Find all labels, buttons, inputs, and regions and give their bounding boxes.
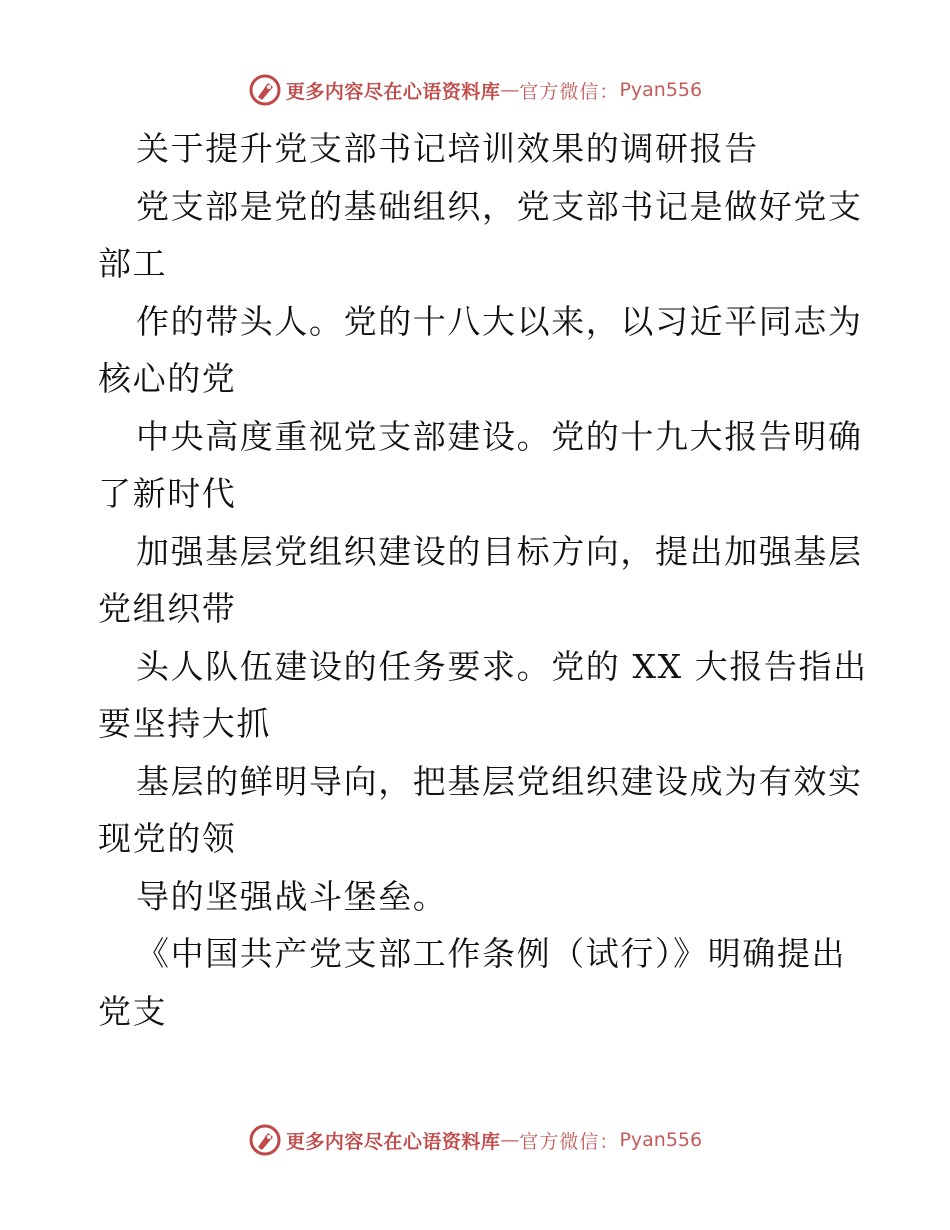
text-line: 作的带头人。党的十八大以来，以习近平同志为 — [136, 301, 863, 341]
text-line: 基层的鲜明导向，把基层党组织建设成为有效实 — [136, 761, 863, 801]
text-line: 党支部是党的基础组织，党支部书记是做好党支 — [136, 186, 863, 226]
text-line: 加强基层党组织建设的目标方向，提出加强基层 — [136, 531, 863, 571]
watermark-official-label: 官方微信： — [519, 80, 620, 103]
document-title: 关于提升党支部书记培训效果的调研报告 — [136, 129, 759, 168]
text-line: 核心的党 — [98, 359, 237, 398]
header-watermark — [0, 70, 950, 110]
watermark-brand: 更多内容尽在心语资料库 — [285, 80, 501, 103]
text-line: 中央高度重视党支部建设。党的十九大报告明确 — [136, 416, 863, 456]
watermark-brand: 更多内容尽在心语资料库 — [285, 1130, 501, 1153]
text-line: 要坚持大抓 — [98, 704, 271, 743]
text-line: 了新时代 — [98, 474, 237, 513]
footer-watermark — [0, 1120, 950, 1160]
text-line: 头人队伍建设的任务要求。党的 XX 大报告指出 — [136, 646, 868, 686]
watermark-dash: — — [500, 1129, 520, 1151]
watermark-official-label: 官方微信： — [519, 1130, 620, 1153]
text-line: 现党的领 — [98, 819, 237, 858]
text-line: 部工 — [98, 244, 168, 283]
pen-nib-circle-icon — [248, 73, 282, 107]
text-line: 党组织带 — [98, 589, 237, 628]
document-body — [98, 120, 868, 1040]
pen-nib-circle-icon — [248, 1123, 282, 1157]
watermark-wechat-id: Pyan556 — [619, 79, 703, 101]
watermark-wechat-id: Pyan556 — [619, 1129, 703, 1151]
text-line: 《中国共产党支部工作条例（试行）》明确提出 — [136, 934, 847, 973]
text-line: 党支 — [98, 991, 168, 1031]
watermark-dash: — — [500, 79, 520, 101]
text-line: 导的坚强战斗堡垒。 — [136, 876, 448, 916]
